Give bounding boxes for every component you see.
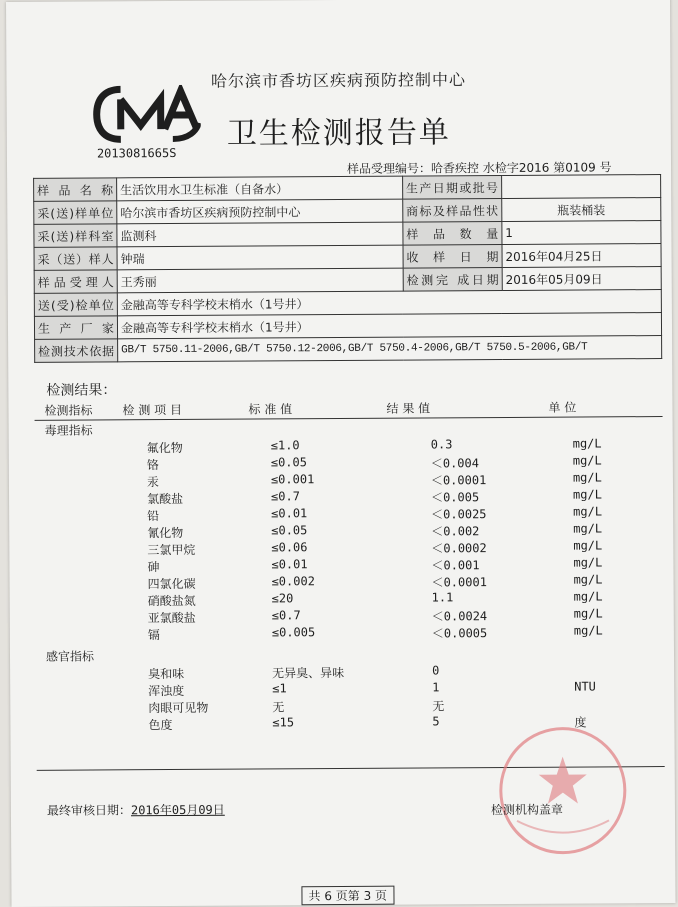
result-item: 四氯化碳 xyxy=(147,576,196,592)
result-value: 0.3 xyxy=(430,437,453,452)
cma-cert-number: 2013081665S xyxy=(96,145,177,161)
result-value: ＜0.001 xyxy=(431,558,480,573)
result-standard: ≤1 xyxy=(272,681,287,696)
result-standard: ≤0.001 xyxy=(270,472,315,487)
result-unit: NTU xyxy=(574,679,596,694)
result-value: 1 xyxy=(432,680,440,695)
report-sheet xyxy=(6,0,676,907)
result-value: ＜0.0025 xyxy=(431,507,487,522)
result-item: 氟化物 xyxy=(146,440,183,456)
result-standard: 无 xyxy=(272,700,285,715)
result-value: 0 xyxy=(432,663,440,678)
col-header-result: 结 果 值 xyxy=(386,401,431,416)
review-label: 最终审核日期： xyxy=(46,803,132,818)
result-value: ＜0.004 xyxy=(430,456,479,471)
info-value: 瓶装桶装 xyxy=(502,198,661,222)
info-row xyxy=(35,336,662,363)
result-item: 三氯甲烷 xyxy=(147,542,196,558)
info-value: GB/T 5750.11-2006,GB/T 5750.12-2006,GB/T 5750.4-2006,GB/T 5750.5-2006,GB/T xyxy=(118,336,662,362)
result-unit: mg/L xyxy=(572,470,602,485)
result-value: ＜0.0001 xyxy=(430,473,487,488)
info-label: 样 品 数 量 xyxy=(403,222,502,246)
col-header-standard: 标 准 值 xyxy=(248,402,293,417)
result-value: ＜0.0024 xyxy=(431,609,488,624)
result-value: ＜0.002 xyxy=(431,524,480,539)
result-unit: mg/L xyxy=(573,623,603,638)
info-label: 收 样 日 期 xyxy=(403,245,502,269)
result-item: 色度 xyxy=(148,718,173,733)
info-value: 王秀丽 xyxy=(117,268,403,293)
result-item: 亚氯酸盐 xyxy=(147,610,196,626)
result-unit: mg/L xyxy=(573,589,603,604)
info-label: 生产日期或批号 xyxy=(402,176,501,200)
info-label: 样品受理人 xyxy=(34,270,117,294)
acceptance-number: 样品受理编号：哈香疾控 水检字2016 第0109 号 xyxy=(346,160,612,176)
sample-info-table xyxy=(33,174,662,363)
result-standard: ≤0.002 xyxy=(271,574,315,589)
report-title: 卫生检测报告单 xyxy=(226,115,451,152)
result-standard: ≤0.005 xyxy=(271,625,316,640)
page-indicator: 共 6 页第 3 页 xyxy=(301,886,394,906)
final-review xyxy=(47,801,225,819)
info-label: 商标及样品性状 xyxy=(403,199,502,223)
result-standard: ≤0.01 xyxy=(271,506,308,521)
seal-label: 检测机构盖章 xyxy=(490,802,564,818)
result-item: 氰化物 xyxy=(147,525,184,541)
result-unit: mg/L xyxy=(573,555,603,570)
info-value: 生活饮用水卫生标准（自备水） xyxy=(117,176,403,201)
result-item: 砷 xyxy=(147,560,160,575)
info-value: 金融高等专科学校末梢水（1号井） xyxy=(117,290,661,316)
result-row xyxy=(36,623,664,644)
review-date: 2016年05月09日 xyxy=(130,802,225,818)
category-toxic: 毒理指标 xyxy=(44,423,93,438)
info-value: 监测科 xyxy=(117,222,403,247)
result-standard: ≤1.0 xyxy=(270,438,300,453)
result-item: 硝酸盐氮 xyxy=(147,593,196,609)
info-value: 1 xyxy=(502,221,661,245)
result-item: 浑浊度 xyxy=(148,683,185,699)
category-sensory: 感官指标 xyxy=(45,649,95,664)
result-standard: ≤0.06 xyxy=(271,540,308,555)
result-unit: mg/L xyxy=(573,606,603,621)
col-header-item: 检 测 项 目 xyxy=(122,402,182,418)
result-unit: mg/L xyxy=(572,487,602,502)
col-header-indicator: 检测指标 xyxy=(44,403,93,418)
result-item: 镉 xyxy=(147,628,160,643)
result-value: ＜0.005 xyxy=(430,490,480,505)
result-unit: mg/L xyxy=(572,436,602,451)
result-value: 无 xyxy=(432,699,445,714)
result-standard: ≤0.05 xyxy=(270,455,307,470)
organization-name: 哈尔滨市香坊区疾病预防控制中心 xyxy=(210,70,467,91)
info-label: 采(送)样单位 xyxy=(34,201,117,225)
result-item: 汞 xyxy=(146,475,160,490)
info-label: 送(受)检单位 xyxy=(34,293,117,317)
info-value: 钟瑞 xyxy=(117,245,403,270)
info-value: 2016年05月09日 xyxy=(502,267,661,291)
result-item: 肉眼可见物 xyxy=(148,700,209,716)
result-standard: ≤0.05 xyxy=(271,523,308,538)
result-standard: ≤0.01 xyxy=(271,557,308,572)
result-unit: mg/L xyxy=(573,504,603,519)
result-item: 铬 xyxy=(146,458,159,473)
result-unit: mg/L xyxy=(572,453,602,468)
info-value: 金融高等专科学校末梢水（1号井） xyxy=(117,313,661,339)
result-item: 铅 xyxy=(147,509,160,524)
official-seal-stamp xyxy=(480,720,641,857)
info-label: 采(送)样科室 xyxy=(34,224,117,248)
result-value: ＜0.0002 xyxy=(431,541,487,556)
info-label: 检测完 成日期 xyxy=(403,268,502,292)
col-header-unit: 单 位 xyxy=(548,400,577,415)
info-label: 采（送）样人 xyxy=(34,247,117,271)
result-value: ＜0.0005 xyxy=(431,626,488,641)
result-standard: ≤20 xyxy=(271,591,294,606)
result-unit: mg/L xyxy=(573,572,603,587)
result-unit: mg/L xyxy=(573,521,603,536)
result-standard: 无异臭、异味 xyxy=(272,665,345,681)
info-label: 检测技术依据 xyxy=(35,339,118,363)
result-standard: ≤15 xyxy=(272,715,295,730)
result-value: 5 xyxy=(432,714,440,729)
info-value: 哈尔滨市香坊区疾病预防控制中心 xyxy=(117,199,403,224)
result-item: 臭和味 xyxy=(148,666,185,682)
info-value xyxy=(501,175,660,199)
result-value: 1.1 xyxy=(431,590,454,605)
result-unit: 度 xyxy=(574,715,587,730)
results-title: 检测结果： xyxy=(46,382,117,399)
result-item: 氯酸盐 xyxy=(147,491,184,507)
info-label: 样 品 名 称 xyxy=(34,178,117,202)
result-standard: ≤0.7 xyxy=(271,608,301,623)
info-label: 生 产 厂 家 xyxy=(34,316,117,340)
info-value: 2016年04月25日 xyxy=(502,244,661,268)
result-standard: ≤0.7 xyxy=(270,489,300,504)
result-unit: mg/L xyxy=(573,538,603,553)
result-value: ＜0.0001 xyxy=(431,575,487,590)
